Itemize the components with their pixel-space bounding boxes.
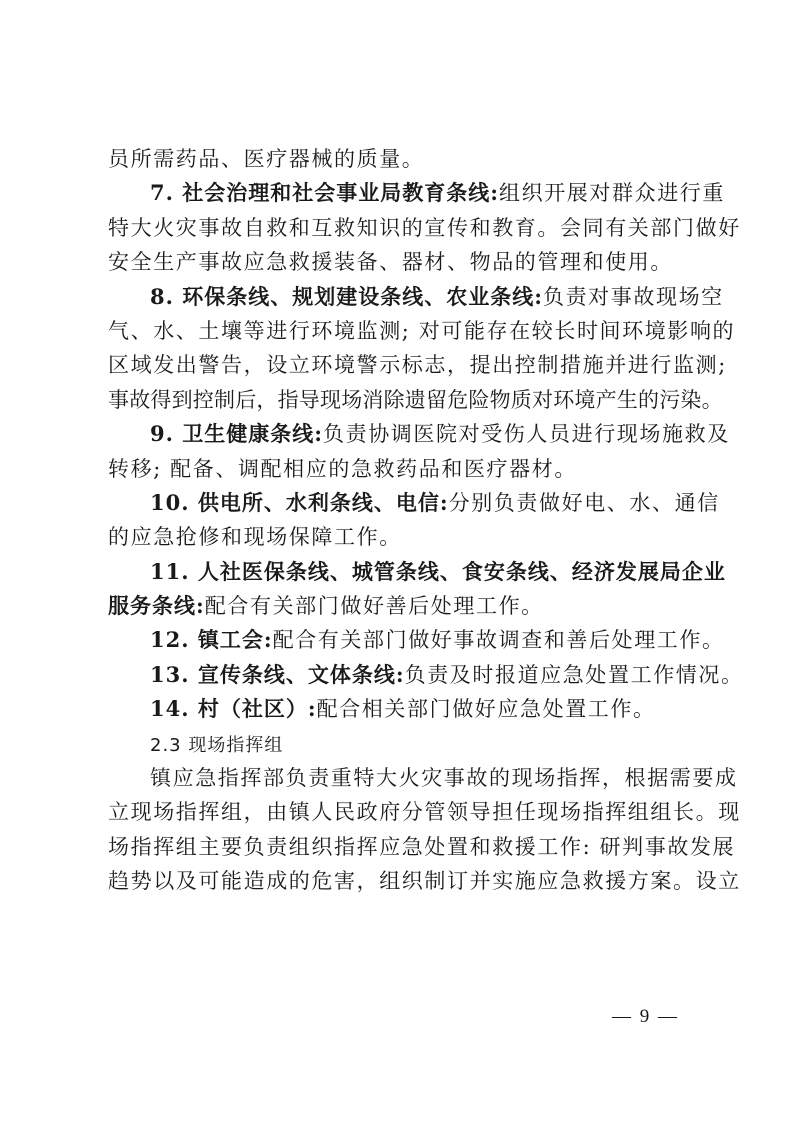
- paragraph-8-line-1-text: 负责对事故现场空: [542, 284, 724, 309]
- paragraph-11-heading: 11. 人社医保条线、城管条线、食安条线、经济发展局企业: [150, 558, 726, 584]
- paragraph-7-line-3: 安全生产事故应急救援装备、器材、物品的管理和使用。: [108, 250, 673, 275]
- paragraph-7-line-1: [108, 176, 725, 210]
- paragraph-13-heading: 13. 宣传条线、文体条线:: [150, 661, 405, 687]
- paragraph-9-line-1: [108, 417, 730, 451]
- paragraph-15-line-2: 立现场指挥组，由镇人民政府分管领导担任现场指挥组组长。现: [108, 800, 741, 825]
- paragraph-11-line-1: [108, 555, 726, 589]
- paragraph-7-line-2: 特大火灾事故自救和互救知识的宣传和教育。会同有关部门做好: [108, 215, 741, 240]
- paragraph-12-heading: 12. 镇工会:: [150, 627, 273, 653]
- body-text: [108, 142, 744, 899]
- paragraph-11-line-2-text: 配合有关部门做好善后处理工作。: [204, 594, 544, 619]
- paragraph-12-line-1: [108, 623, 725, 657]
- paragraph-15-line-3: 场指挥组主要负责组织指挥应急处置和救援工作: 研判事故发展: [108, 834, 736, 859]
- paragraph-13-line-1-text: 负责及时报道应急处置工作情况。: [404, 662, 744, 687]
- paragraph-11-heading-end: 服务条线:: [108, 593, 205, 619]
- paragraph-8-heading: 8. 环保条线、规划建设条线、农业条线:: [150, 283, 543, 309]
- paragraph-10-line-1-text: 分别负责做好电、水、通信: [448, 490, 720, 515]
- page-number: — 9 —: [612, 1006, 679, 1027]
- paragraph-9-heading: 9. 卫生健康条线:: [150, 421, 323, 447]
- paragraph-15-line-4: 趋势以及可能造成的危害，组织制订并实施应急救援方案。设立: [108, 869, 741, 894]
- paragraph-8-line-3: 区域发出警告，设立环境警示标志，提出控制措施并进行监测;: [108, 353, 727, 378]
- paragraph-12-line-1-text: 配合有关部门做好事故调查和善后处理工作。: [272, 628, 725, 653]
- paragraph-8-line-1: [108, 280, 724, 314]
- paragraph-0-line-1: 员所需药品、医疗器械的质量。: [108, 147, 425, 171]
- paragraph-7-line-1-text: 组织开展对群众进行重: [499, 181, 725, 206]
- paragraph-10-line-1: [108, 486, 720, 520]
- paragraph-14-line-1-text: 配合相关部门做好应急处置工作。: [316, 697, 656, 722]
- paragraph-9-line-1-text: 负责协调医院对受伤人员进行现场施救及: [323, 422, 730, 447]
- paragraph-14-heading: 14. 村（社区）:: [150, 696, 317, 722]
- paragraph-9-line-2: 转移; 配备、调配相应的急救药品和医疗器材。: [108, 456, 577, 481]
- paragraph-10-line-2: 的应急抢修和现场保障工作。: [108, 525, 402, 550]
- paragraph-8-line-4: 事故得到控制后，指导现场消除遗留危险物质对环境产生的污染。: [108, 387, 723, 412]
- paragraph-8-line-2: 气、水、土壤等进行环境监测; 对可能存在较长时间环境影响的: [108, 318, 736, 343]
- paragraph-14-line-1: [108, 692, 696, 726]
- paragraph-11-line-2: [108, 589, 696, 623]
- section-heading-text: 2.3 现场指挥组: [150, 734, 284, 756]
- paragraph-7-heading: 7. 社会治理和社会事业局教育条线:: [150, 180, 499, 206]
- paragraph-15-line-1: 镇应急指挥部负责重特大火灾事故的现场指挥，根据需要成: [150, 766, 738, 791]
- paragraph-13-line-1: [108, 658, 744, 692]
- paragraph-10-heading: 10. 供电所、水利条线、电信:: [150, 489, 449, 515]
- section-2-3-heading: [108, 727, 696, 761]
